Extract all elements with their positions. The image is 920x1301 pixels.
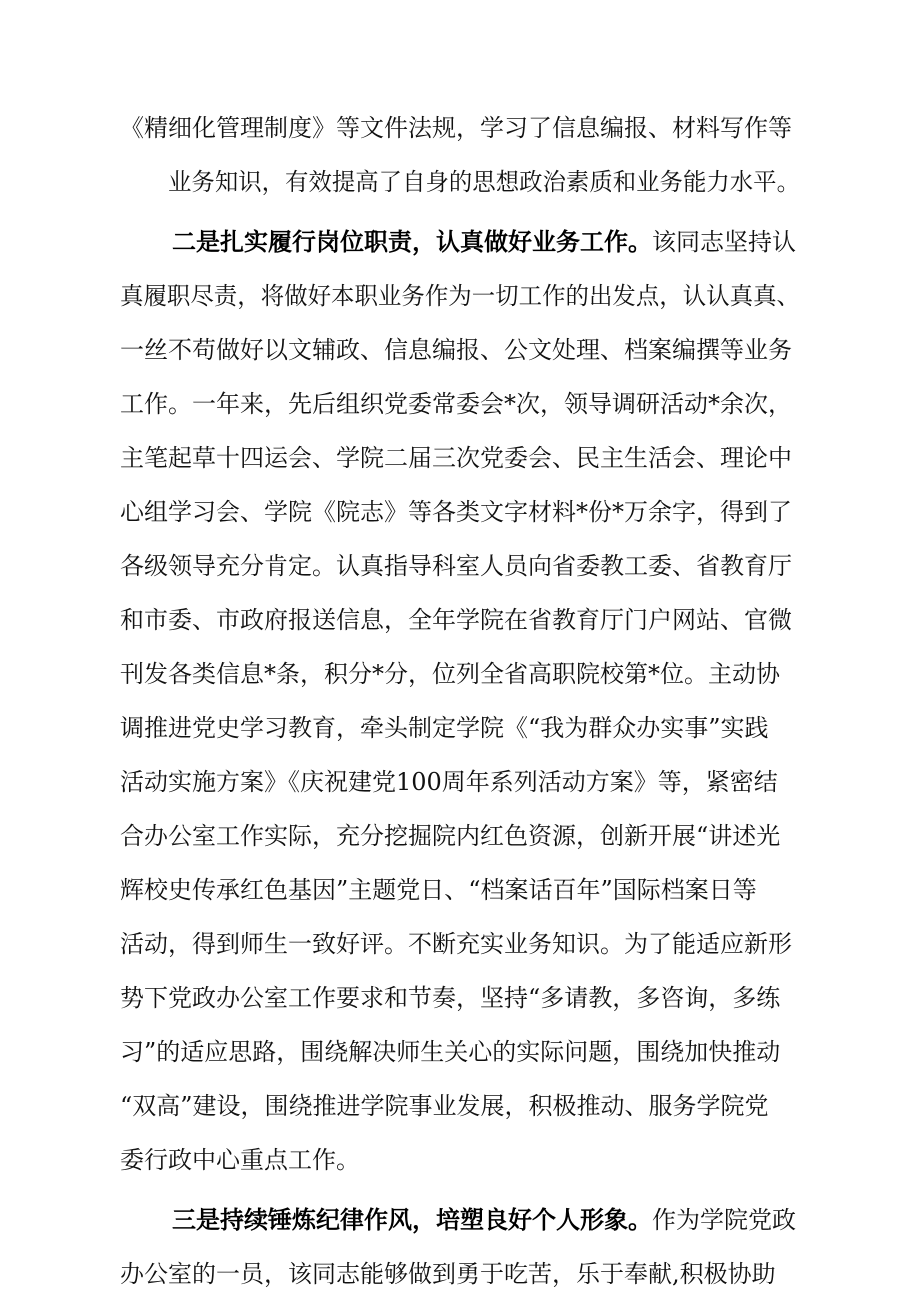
- text-line: 一丝不苟做好以文辅政、信息编报、公文处理、档案编撰等业务: [120, 336, 792, 364]
- paragraph-2-line-14: [0, 920, 920, 968]
- paragraph-2-line-7: [0, 542, 920, 590]
- text-line: 工作。一年来，先后组织党委常委会*次，领导调研活动*余次，: [120, 390, 792, 418]
- text-line: 活动，得到师生一致好评。不断充实业务知识。为了能适应新形: [120, 930, 792, 958]
- text-line: 调推进党史学习教育，牵头制定学院《“我为群众办实事”实践: [120, 714, 769, 742]
- text-line: 主笔起草十四运会、学院二届三次党委会、民主生活会、理论中: [120, 444, 792, 472]
- paragraph-2-line-8: [0, 596, 920, 644]
- paragraph-2-line-9: [0, 650, 920, 698]
- paragraph-2-line-17: [0, 1082, 920, 1130]
- text-line: 办公室的一员，该同志能够做到勇于吃苦，乐于奉献,积极协助: [120, 1260, 776, 1288]
- paragraph-1-line-2: [4, 158, 901, 206]
- paragraph-1-line-1: [0, 104, 920, 152]
- paragraph-2-line-10: [0, 704, 920, 752]
- paragraph-3-line-1: [0, 1196, 920, 1244]
- paragraph-2-line-3: [0, 326, 920, 374]
- paragraph-2-line-16: [0, 1028, 920, 1076]
- text-line: 委行政中心重点工作。: [120, 1146, 360, 1174]
- paragraph-2-line-5: [0, 434, 920, 482]
- text-line: 势下党政办公室工作要求和节奏，坚持“多请教，多咨询，多练: [120, 984, 781, 1012]
- paragraph-2-line-4: [0, 380, 920, 428]
- text-line: 该同志坚持认: [652, 228, 796, 256]
- paragraph-2-line-11: [0, 758, 920, 806]
- paragraph-2-line-13: [0, 866, 920, 914]
- text-line: 活动实施方案》《庆祝建党100周年系列活动方案》等，紧密结: [120, 768, 778, 796]
- text-line: 作为学院党政: [652, 1206, 796, 1234]
- paragraph-3-line-2: [0, 1250, 920, 1298]
- text-line: 合办公室工作实际，充分挖掘院内红色资源，创新开展“讲述光: [120, 822, 781, 850]
- text-line: 各级领导充分肯定。认真指导科室人员向省委教工委、省教育厅: [120, 552, 792, 580]
- paragraph-2-line-2: [3, 272, 902, 320]
- text-line: 刊发各类信息*条，积分*分，位列全省高职院校第*位。主动协: [120, 660, 780, 688]
- text-line: 业务知识，有效提高了自身的思想政治素质和业务能力水平。: [168, 168, 800, 196]
- text-line: 习”的适应思路，围绕解决师生关心的实际问题，围绕加快推动: [120, 1038, 781, 1066]
- paragraph-2-line-1: [0, 218, 920, 266]
- text-line: 真履职尽责，将做好本职业务作为一切工作的出发点，认认真真、: [120, 282, 800, 310]
- paragraph-2-line-18: [0, 1136, 920, 1184]
- paragraph-2-line-15: [0, 974, 920, 1022]
- paragraph-3-heading: 三是持续锤炼纪律作风，培塑良好个人形象。: [172, 1205, 652, 1234]
- text-line: 心组学习会、学院《院志》等各类文字材料*份*万余字，得到了: [120, 498, 792, 526]
- text-line: “双高”建设，围绕推进学院事业发展，积极推动、服务学院党: [120, 1092, 769, 1120]
- paragraph-2-line-12: [0, 812, 920, 860]
- text-line: 《精细化管理制度》等文件法规，学习了信息编报、材料写作等: [120, 114, 792, 142]
- paragraph-2-line-6: [0, 488, 920, 536]
- text-line: 和市委、市政府报送信息，全年学院在省教育厅门户网站、官微: [120, 606, 792, 634]
- paragraph-2-heading: 二是扎实履行岗位职责，认真做好业务工作。: [172, 227, 652, 256]
- text-line: 辉校史传承红色基因”主题党日、“档案话百年”国际档案日等: [120, 876, 757, 904]
